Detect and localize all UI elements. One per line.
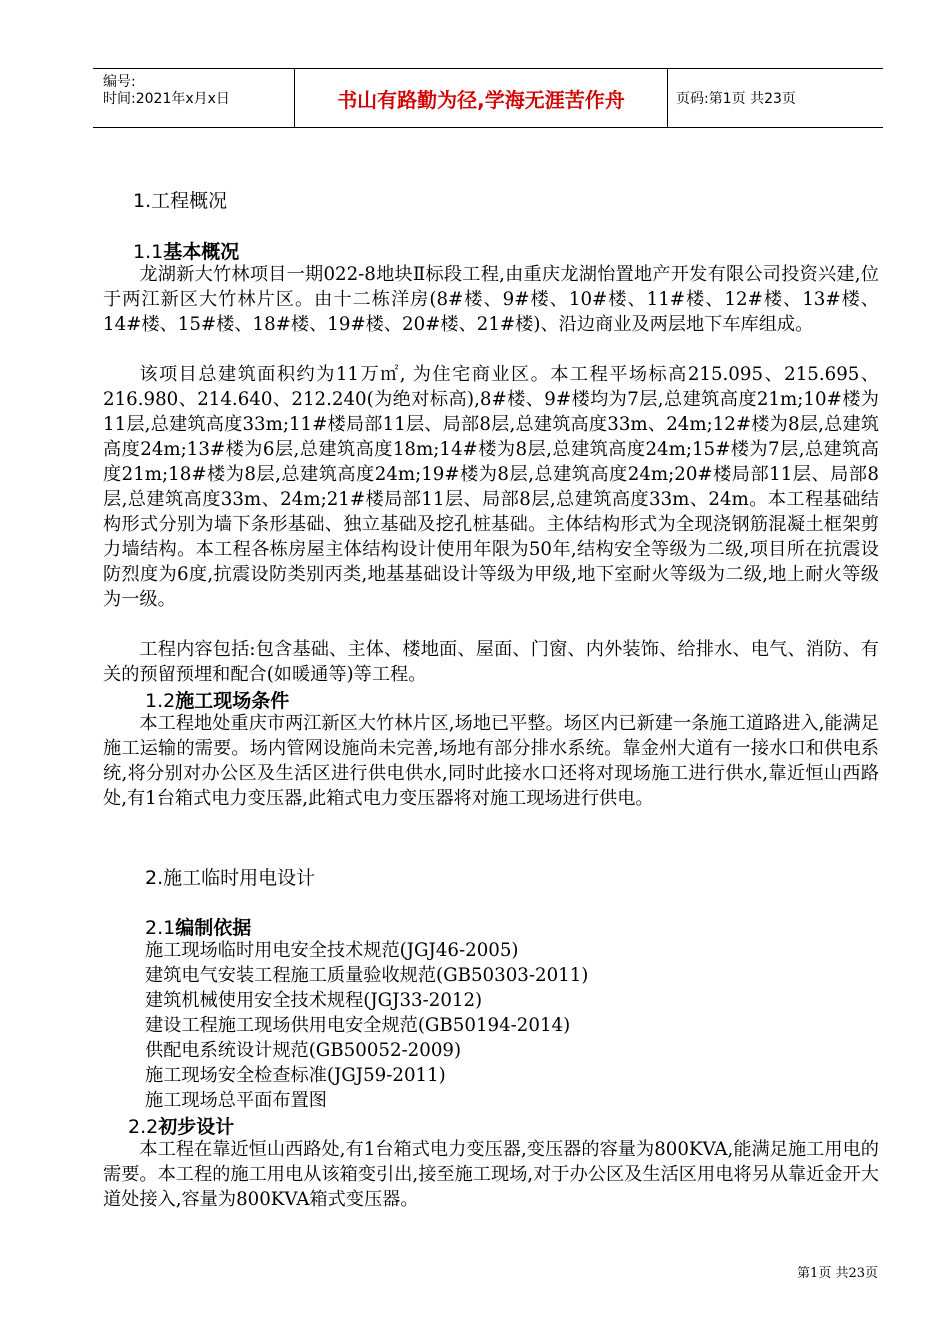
section-2-2-heading xyxy=(128,1112,234,1139)
header-page: 页码:第1页 共23页 xyxy=(676,91,796,107)
section-2-1-title: 编制依据 xyxy=(175,917,252,939)
section-1-1-paragraph-1: 龙湖新大竹林项目一期022-8地块Ⅱ标段工程,由重庆龙湖怡置地产开发有限公司投资兴建,位于两江新区大竹林片区。由十二栋洋房(8#楼、9#楼、10#楼、11#楼、12#楼、13#楼、14#楼、15#楼、18#楼、19#楼、20#楼、21#楼)、沿边商业及两层地下车库组成。 xyxy=(103,264,879,335)
section-1-2-heading xyxy=(145,686,289,713)
section-2-1-number: 2.1 xyxy=(145,917,176,939)
reference-item: 施工现场安全检查标准(JGJ59-2011) xyxy=(145,1065,446,1086)
section-2-title: 2.施工临时用电设计 xyxy=(145,867,316,889)
header-time: 时间:2021年x月x日 xyxy=(103,91,230,107)
page-footer: 第1页 共23页 xyxy=(797,1266,878,1281)
section-1-1-paragraph-3: 工程内容包括:包含基础、主体、楼地面、屋面、门窗、内外装饰、给排水、电气、消防、有关的预留预埋和配合(如暖通等)等工程。 xyxy=(103,639,879,685)
section-2-2-paragraph-1: 本工程在靠近恒山西路处,有1台箱式电力变压器,变压器的容量为800KVA,能满足施工用电的需要。本工程的施工用电从该箱变引出,接至施工现场,对于办公区及生活区用电将另从靠近金开大道处接入,容量为800KVA箱式变压器。 xyxy=(103,1139,879,1210)
reference-item: 建筑机械使用安全技术规程(JGJ33-2012) xyxy=(145,990,483,1011)
section-1-1-heading xyxy=(133,237,239,264)
header-info xyxy=(93,69,295,127)
page-header xyxy=(93,68,883,128)
reference-item: 建筑电气安装工程施工质量验收规范(GB50303-2011) xyxy=(145,965,589,986)
section-2-1-heading xyxy=(145,913,251,940)
section-1-2-paragraph-1: 本工程地处重庆市两江新区大竹林片区,场地已平整。场区内已新建一条施工道路进入,能满足施工运输的需要。场内管网设施尚未完善,场地有部分排水系统。靠金州大道有一接水口和供电系统,将分别对办公区及生活区进行供电供水,同时此接水口还将对现场施工进行供水,靠近恒山西路处,有1台箱式电力变压器,此箱式电力变压器将对施工现场进行供电。 xyxy=(103,713,879,809)
reference-item: 建设工程施工现场供用电安全规范(GB50194-2014) xyxy=(145,1015,571,1036)
header-motto: 书山有路勤为径,学海无涯苦作舟 xyxy=(295,69,668,127)
header-number: 编号: xyxy=(103,74,136,90)
reference-item: 供配电系统设计规范(GB50052-2009) xyxy=(145,1040,462,1061)
section-1-title: 1.工程概况 xyxy=(133,190,228,212)
section-1-2-title: 施工现场条件 xyxy=(175,690,290,712)
reference-item: 施工现场总平面布置图 xyxy=(145,1090,327,1111)
section-2-2-title: 初步设计 xyxy=(158,1116,235,1138)
section-1-2-number: 1.2 xyxy=(145,690,176,712)
section-1-1-title: 基本概况 xyxy=(163,241,240,263)
section-1-1-paragraph-2: 该项目总建筑面积约为11万㎡, 为住宅商业区。本工程平场标高215.095、215.695、216.980、214.640、212.240(为绝对标高),8#楼、9#楼均为7层,总建筑高度21m;10#楼为11层,总建筑高度33m;11#楼局部11层、局部8层,总建筑高度33m、24m;12#楼为8层,总建筑高度24m;13#楼为6层,总建筑高度18m;14#楼为8层,总建筑高度24m;15#楼为7层,总建筑高度21m;18#楼为8层,总建筑高度24m;19#楼为8层,总建筑高度24m;20#楼局部11层、局部8层,总建筑高度33m、24m;21#楼局部11层、局部8层,总建筑高度33m、24m。本工程基础结构形式分别为墙下条形基础、独立基础及挖孔桩基础。主体结构形式为全现浇钢筋混凝土框架剪力墙结构。本工程各栋房屋主体结构设计使用年限为50年,结构安全等级为二级,项目所在抗震设防烈度为6度,抗震设防类别丙类,地基基础设计等级为甲级,地下室耐火等级为二级,地上耐火等级为一级。 xyxy=(103,364,879,610)
reference-item: 施工现场临时用电安全技术规范(JGJ46-2005) xyxy=(145,940,519,961)
section-2-2-number: 2.2 xyxy=(128,1116,159,1138)
section-1-1-number: 1.1 xyxy=(133,241,164,263)
